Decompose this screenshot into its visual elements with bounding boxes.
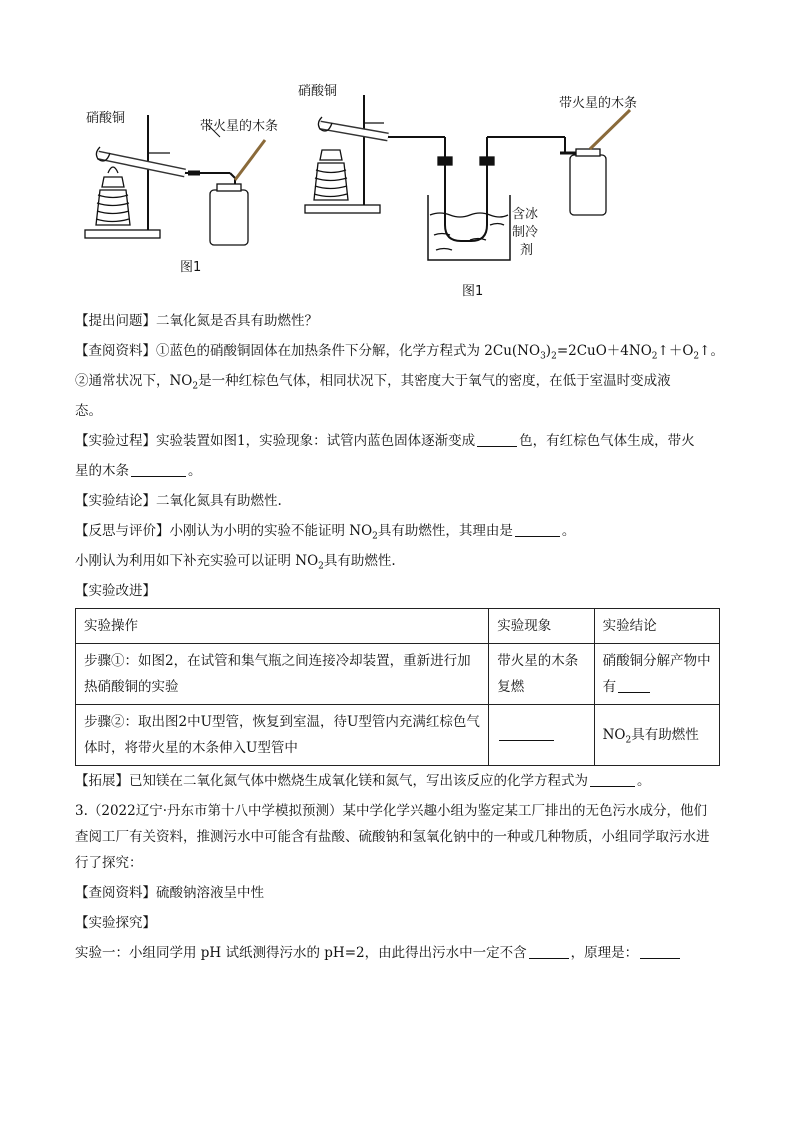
right-apparatus — [305, 95, 630, 260]
table-cell — [489, 705, 594, 766]
table-header: 实验结论 — [594, 609, 719, 644]
q3-experiment-1: 实验一：小组同学用 pH 试纸测得污水的 pH=2，由此得出污水中一定不含 ，原理是： — [75, 940, 720, 966]
right-splint-label: 带火星的木条 — [559, 96, 638, 111]
left-splint-label: 带火星的木条 — [200, 119, 279, 134]
reflection-line-2: 小刚认为利用如下补充实验可以证明 $NO_2$具有助燃性. — [75, 553, 396, 572]
answer-blank[interactable] — [515, 521, 560, 537]
question-line: 【提出问题】二氧化氮是否具有助燃性？ — [75, 313, 318, 329]
right-figure-caption: 图1 — [462, 284, 484, 299]
right-reagent-label: 硝酸铜 — [298, 84, 338, 99]
info-line-1: 【查阅资料】①蓝色的硝酸铜固体在加热条件下分解，化学方程式为 $2Cu(NO_3)_2=2CuO+4NO_2↑+O_2↑$。 — [75, 343, 724, 362]
answer-blank[interactable] — [477, 431, 517, 447]
answer-blank[interactable] — [618, 677, 650, 693]
process-line-2: 星的木条 。 — [75, 463, 202, 479]
equation: $2Cu(NO_3)_2=2CuO+4NO_2↑+O_2↑$。 — [484, 343, 724, 362]
apparatus-drawing — [70, 75, 730, 305]
conclusion-line: 【实验结论】二氧化氮具有助燃性. — [75, 493, 282, 509]
apparatus-figure — [70, 75, 730, 305]
experiment-table — [75, 608, 720, 766]
left-apparatus — [85, 115, 265, 245]
table-row — [76, 705, 720, 766]
table-cell: 带火星的木条复燃 — [489, 644, 594, 705]
table-cell: $NO_2$具有助燃性 — [594, 705, 719, 766]
table-cell: 步骤②：取出图2中U型管，恢复到室温，待U型管内充满红棕色气体时，将带火星的木条伸入U型管中 — [76, 705, 489, 766]
table-cell: 步骤①：如图2，在试管和集气瓶之间连接冷却装置，重新进行加热硝酸铜的实验 — [76, 644, 489, 705]
left-figure-caption: 图1 — [180, 260, 202, 275]
left-reagent-label: 硝酸铜 — [86, 111, 126, 126]
answer-blank[interactable] — [590, 771, 635, 787]
improve-label: 【实验改进】 — [75, 583, 156, 599]
answer-blank[interactable] — [529, 943, 569, 959]
q3-info-line: 【查阅资料】硫酸钠溶液呈中性 — [75, 885, 264, 901]
process-line-1: 【实验过程】实验装置如图1，实验现象：试管内蓝色固体逐渐变成 色，有红棕色气体生成，带火 — [75, 433, 695, 449]
ice-label-line3: 剂 — [520, 243, 534, 258]
table-header: 实验现象 — [489, 609, 594, 644]
answer-blank[interactable] — [640, 943, 680, 959]
table-row — [76, 644, 720, 705]
question-3-intro: 3.（2022辽宁·丹东市第十八中学模拟预测）某中学化学兴趣小组为鉴定某工厂排出的无色污水成分，他们查阅工厂有关资料，推测污水中可能含有盐酸、硫酸钠和氢氧化钠中的一种或几种物质，小组同学取污水进行了探究： — [75, 803, 710, 871]
table-header-row — [76, 609, 720, 644]
table-cell: 硝酸铜分解产物中有 — [594, 644, 719, 705]
table-header: 实验操作 — [76, 609, 489, 644]
answer-blank[interactable] — [499, 725, 554, 741]
q3-explore-label: 【实验探究】 — [75, 915, 156, 931]
ice-label-line1: 含冰 — [512, 207, 539, 222]
info-line-3: 态。 — [75, 403, 102, 419]
info-line-2: ②通常状况下，$NO_2$是一种红棕色气体，相同状况下，其密度大于氧气的密度，在低于室温时变成液 — [75, 373, 671, 392]
answer-blank[interactable] — [131, 461, 186, 477]
extend-line: 【拓展】已知镁在二氧化氮气体中燃烧生成氧化镁和氮气，写出该反应的化学方程式为 。 — [75, 773, 651, 789]
ice-label-line2: 制冷 — [512, 225, 539, 240]
reflection-line: 【反思与评价】小刚认为小明的实验不能证明 $NO_2$具有助燃性，其理由是 。 — [75, 523, 576, 542]
document-body — [75, 308, 724, 970]
